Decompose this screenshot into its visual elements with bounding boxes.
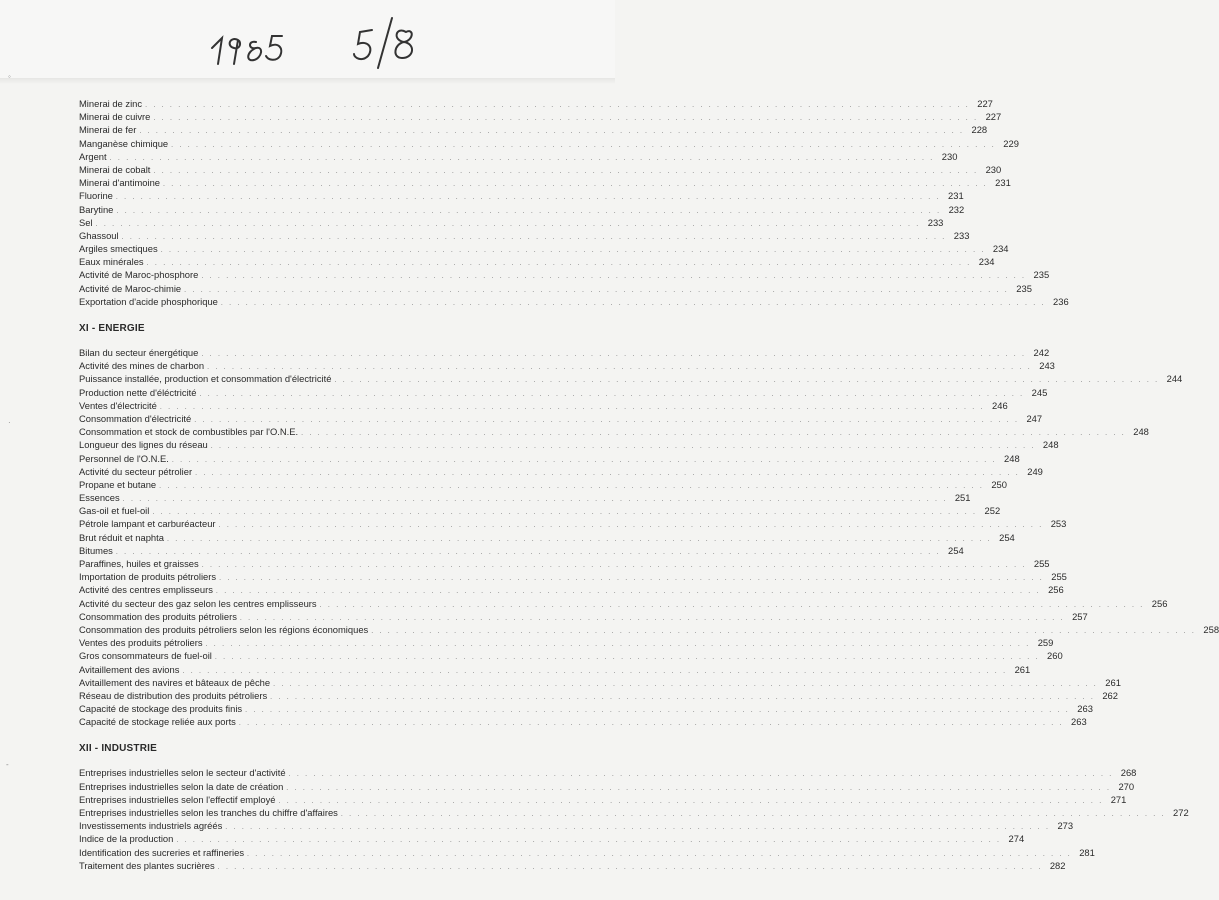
dot-leader: . . . . . . . . . . . . . . . . . . . . . . . . . . . . . . . . . . . . . . . . . . . . . . . . . . . . . . . . . . . . . . . . . . . . . . . . . . . . . . . . . . . . . . . . . . . . . . . . . . . . xyxy=(121,233,947,241)
toc-entry-page-number: 256 xyxy=(1151,597,1168,609)
toc-entry xyxy=(79,793,1127,806)
dot-leader: . . . . . . . . . . . . . . . . . . . . . . . . . . . . . . . . . . . . . . . . . . . . . . . . . . . . . . . . . . . . . . . . . . . . . . . . . . . . . . . . . . . . . . . . . . . . . . . . . . . . xyxy=(195,469,1020,477)
dot-leader: . . . . . . . . . . . . . . . . . . . . . . . . . . . . . . . . . . . . . . . . . . . . . . . . . . . . . . . . . . . . . . . . . . . . . . . . . . . . . . . . . . . . . . . . . . . . . . . . . . . . xyxy=(238,720,1064,728)
dot-leader: . . . . . . . . . . . . . . . . . . . . . . . . . . . . . . . . . . . . . . . . . . . . . . . . . . . . . . . . . . . . . . . . . . . . . . . . . . . . . . . . . . . . . . . . . . . . . . . . . . . . xyxy=(159,482,984,490)
toc-entry xyxy=(79,806,1189,819)
toc-entry-title: Activité de Maroc-chimie xyxy=(79,282,182,294)
dot-leader: . . . . . . . . . . . . . . . . . . . . . . . . . . . . . . . . . . . . . . . . . . . . . . . . . . . . . . . . . . . . . . . . . . . . . . . . . . . . . . . . . . . . . . . . . . . . . . . . . . . . xyxy=(109,154,935,162)
toc-entry xyxy=(79,780,1135,793)
toc-entry-title: Sel xyxy=(79,216,93,228)
toc-entry-title: Production nette d'éléctricité xyxy=(79,386,197,398)
toc-entry-page-number: 254 xyxy=(999,531,1015,543)
toc-entry xyxy=(79,295,1069,308)
dot-leader: . . . . . . . . . . . . . . . . . . . . . . . . . . . . . . . . . . . . . . . . . . . . . . . . . . . . . . . . . . . . . . . . . . . . . . . . . . . . . . . . . . . . . . . . . . . . . . . . . . . . xyxy=(115,194,941,202)
toc-entry-title: Brut réduit et naphta xyxy=(79,531,164,543)
toc-entry xyxy=(79,425,1149,438)
toc-entry-title: Activité du secteur pétrolier xyxy=(79,465,193,477)
toc-entry-page-number: 229 xyxy=(1003,137,1019,149)
toc-entry xyxy=(79,702,1093,715)
dot-leader: . . . . . . . . . . . . . . . . . . . . . . . . . . . . . . . . . . . . . . . . . . . . . . . . . . . . . . . . . . . . . . . . . . . . . . . . . . . . . . . . . . . . . . . . . . . . . . . . . . . . xyxy=(145,102,970,109)
toc-entry-page-number: 227 xyxy=(985,111,1002,123)
toc-entry-page-number: 270 xyxy=(1118,780,1135,792)
toc-entry xyxy=(79,97,993,110)
toc-entry-page-number: 271 xyxy=(1110,793,1127,805)
toc-entry xyxy=(79,478,1007,491)
toc-entry-page-number: 227 xyxy=(977,98,993,109)
toc-entry-title: Activité du secteur des gaz selon les centres emplisseurs xyxy=(79,597,317,609)
dot-leader: . . . . . . . . . . . . . . . . . . . . . . . . . . . . . . . . . . . . . . . . . . . . . . . . . . . . . . . . . . . . . . . . . . . . . . . . . . . . . . . . . . . . . . . . . . . . . . . . . . . . xyxy=(214,654,1040,662)
toc-entry-page-number: 262 xyxy=(1102,689,1118,701)
dot-leader: . . . . . . . . . . . . . . . . . . . . . . . . . . . . . . . . . . . . . . . . . . . . . . . . . . . . . . . . . . . . . . . . . . . . . . . . . . . . . . . . . . . . . . . . . . . . . . . . . . . . xyxy=(115,548,941,556)
toc-entry-page-number: 243 xyxy=(1039,360,1055,372)
toc-entry xyxy=(79,504,1001,517)
dot-leader: . . . . . . . . . . . . . . . . . . . . . . . . . . . . . . . . . . . . . . . . . . . . . . . . . . . . . . . . . . . . . . . . . . . . . . . . . . . . . . . . . . . . . . . . . . . . . . . . . . . . xyxy=(215,588,1041,596)
toc-entry-title: Activité des mines de charbon xyxy=(79,360,205,372)
toc-entry-page-number: 233 xyxy=(953,229,970,241)
toc-entry-page-number: 282 xyxy=(1049,859,1066,871)
section-heading: XII - INDUSTRIE xyxy=(79,743,158,755)
margin-mark: ◦ xyxy=(8,72,11,81)
toc-entry-title: Gros consommateurs de fuel-oil xyxy=(79,650,212,662)
dot-leader: . . . . . . . . . . . . . . . . . . . . . . . . . . . . . . . . . . . . . . . . . . . . . . . . . . . . . . . . . . . . . . . . . . . . . . . . . . . . . . . . . . . . . . . . . . . . . . . . . . . . xyxy=(371,627,1197,635)
toc-entry-title: Activité des centres emplisseurs xyxy=(79,584,213,596)
toc-entry-page-number: 261 xyxy=(1105,676,1121,688)
toc-entry xyxy=(79,517,1067,530)
dot-leader: . . . . . . . . . . . . . . . . . . . . . . . . . . . . . . . . . . . . . . . . . . . . . . . . . . . . . . . . . . . . . . . . . . . . . . . . . . . . . . . . . . . . . . . . . . . . . . . . . . . . xyxy=(166,535,992,543)
table-of-contents xyxy=(79,97,1219,872)
toc-entry-page-number: 245 xyxy=(1031,386,1048,398)
toc-entry-page-number: 231 xyxy=(948,190,964,202)
dot-leader: . . . . . . . . . . . . . . . . . . . . . . . . . . . . . . . . . . . . . . . . . . . . . . . . . . . . . . . . . . . . . . . . . . . . . . . . . . . . . . . . . . . . . . . . . . . . . . . . . . . . xyxy=(163,181,988,189)
toc-entry-title: Consommation des produits pétroliers selon les régions économiques xyxy=(79,623,369,635)
toc-entry xyxy=(79,819,1074,832)
page-fold xyxy=(0,78,615,84)
toc-entry xyxy=(79,465,1043,478)
toc-entry xyxy=(79,491,971,504)
toc-entry-title: Identification des sucreries et raffineries xyxy=(79,846,245,858)
dot-leader: . . . . . . . . . . . . . . . . . . . . . . . . . . . . . . . . . . . . . . . . . . . . . . . . . . . . . . . . . . . . . . . . . . . . . . . . . . . . . . . . . . . . . . . . . . . . . . . . . . . . xyxy=(273,680,1098,688)
dot-leader: . . . . . . . . . . . . . . . . . . . . . . . . . . . . . . . . . . . . . . . . . . . . . . . . . . . . . . . . . . . . . . . . . . . . . . . . . . . . . . . . . . . . . . . . . . . . . . . . . . . . xyxy=(217,863,1043,871)
toc-entry xyxy=(79,544,964,557)
toc-entry-title: Consommation d'électricité xyxy=(79,412,192,424)
toc-entry-page-number: 256 xyxy=(1048,584,1064,596)
toc-entry-page-number: 252 xyxy=(984,505,1001,517)
toc-entry-page-number: 260 xyxy=(1047,650,1063,662)
dot-leader: . . . . . . . . . . . . . . . . . . . . . . . . . . . . . . . . . . . . . . . . . . . . . . . . . . . . . . . . . . . . . . . . . . . . . . . . . . . . . . . . . . . . . . . . . . . . . . . . . . . . xyxy=(201,562,1027,569)
toc-entry xyxy=(79,676,1121,689)
dot-leader: . . . . . . . . . . . . . . . . . . . . . . . . . . . . . . . . . . . . . . . . . . . . . . . . . . . . . . . . . . . . . . . . . . . . . . . . . . . . . . . . . . . . . . . . . . . . . . . . . . . . xyxy=(153,167,979,175)
toc-entry xyxy=(79,282,1032,295)
margin-mark: - xyxy=(6,760,9,769)
toc-entry-title: Avitaillement des avions xyxy=(79,663,180,675)
toc-entry xyxy=(79,229,970,242)
toc-entry-title: Traitement des plantes sucrières xyxy=(79,859,215,871)
dot-leader: . . . . . . . . . . . . . . . . . . . . . . . . . . . . . . . . . . . . . . . . . . . . . . . . . . . . . . . . . . . . . . . . . . . . . . . . . . . . . . . . . . . . . . . . . . . . . . . . . . . . xyxy=(301,430,1126,438)
dot-leader: . . . . . . . . . . . . . . . . . . . . . . . . . . . . . . . . . . . . . . . . . . . . . . . . . . . . . . . . . . . . . . . . . . . . . . . . . . . . . . . . . . . . . . . . . . . . . . . . . . . . xyxy=(159,403,985,411)
dot-leader: . . . . . . . . . . . . . . . . . . . . . . . . . . . . . . . . . . . . . . . . . . . . . . . . . . . . . . . . . . . . . . . . . . . . . . . . . . . . . . . . . . . . . . . . . . . . . . . . . . . . xyxy=(205,641,1031,649)
toc-entry xyxy=(79,359,1055,372)
toc-entry xyxy=(79,663,1031,676)
toc-entry-page-number: 248 xyxy=(1042,439,1059,451)
toc-entry-page-number: 231 xyxy=(995,177,1011,189)
toc-entry-page-number: 232 xyxy=(948,203,965,215)
toc-entry xyxy=(79,557,1050,570)
toc-entry xyxy=(79,859,1066,872)
toc-entry xyxy=(79,255,995,268)
toc-entry xyxy=(79,597,1168,610)
toc-entry-title: Minerai de fer xyxy=(79,124,137,136)
toc-entry-title: Importation de produits pétroliers xyxy=(79,571,217,583)
toc-entry-title: Argiles smectiques xyxy=(79,243,158,255)
toc-entry-page-number: 263 xyxy=(1077,703,1093,715)
toc-entry-page-number: 261 xyxy=(1014,663,1031,675)
toc-entry-title: Bitumes xyxy=(79,544,113,556)
dot-leader: . . . . . . . . . . . . . . . . . . . . . . . . . . . . . . . . . . . . . . . . . . . . . . . . . . . . . . . . . . . . . . . . . . . . . . . . . . . . . . . . . . . . . . . . . . . . . . . . . . . . xyxy=(194,416,1020,424)
toc-entry xyxy=(79,372,1183,385)
toc-entry xyxy=(79,412,1043,425)
dot-leader: . . . . . . . . . . . . . . . . . . . . . . . . . . . . . . . . . . . . . . . . . . . . . . . . . . . . . . . . . . . . . . . . . . . . . . . . . . . . . . . . . . . . . . . . . . . . . . . . . . . . xyxy=(199,390,1025,398)
toc-entry xyxy=(79,163,1002,176)
toc-entry-title: Pétrole lampant et carburéacteur xyxy=(79,518,216,530)
toc-entry-title: Avitaillement des navires et bâteaux de pêche xyxy=(79,676,271,688)
toc-entry-page-number: 255 xyxy=(1051,571,1067,583)
toc-entry-title: Réseau de distribution des produits pétroliers xyxy=(79,689,268,701)
dot-leader: . . . . . . . . . . . . . . . . . . . . . . . . . . . . . . . . . . . . . . . . . . . . . . . . . . . . . . . . . . . . . . . . . . . . . . . . . . . . . . . . . . . . . . . . . . . . . . . . . . . . xyxy=(340,811,1166,818)
dot-leader: . . . . . . . . . . . . . . . . . . . . . . . . . . . . . . . . . . . . . . . . . . . . . . . . . . . . . . . . . . . . . . . . . . . . . . . . . . . . . . . . . . . . . . . . . . . . . . . . . . . . xyxy=(286,784,1112,792)
dot-leader: . . . . . . . . . . . . . . . . . . . . . . . . . . . . . . . . . . . . . . . . . . . . . . . . . . . . . . . . . . . . . . . . . . . . . . . . . . . . . . . . . . . . . . . . . . . . . . . . . . . . xyxy=(220,299,1046,307)
toc-entry-page-number: 230 xyxy=(985,163,1002,175)
toc-entry-title: Entreprises industrielles selon le secteur d'activité xyxy=(79,767,286,779)
toc-entry-title: Exportation d'acide phosphorique xyxy=(79,295,218,307)
toc-entry-page-number: 272 xyxy=(1173,807,1189,818)
toc-entry-title: Ventes d'électricité xyxy=(79,399,157,411)
dot-leader: . . . . . . . . . . . . . . . . . . . . . . . . . . . . . . . . . . . . . . . . . . . . . . . . . . . . . . . . . . . . . . . . . . . . . . . . . . . . . . . . . . . . . . . . . . . . . . . . . . . . xyxy=(319,601,1145,609)
toc-entry-title: Activité de Maroc-phosphore xyxy=(79,269,199,281)
toc-entry-title: Minerai de cuivre xyxy=(79,111,151,123)
toc-entry-title: Ventes des produits pétroliers xyxy=(79,637,203,649)
dot-leader: . . . . . . . . . . . . . . . . . . . . . . . . . . . . . . . . . . . . . . . . . . . . . . . . . . . . . . . . . . . . . . . . . . . . . . . . . . . . . . . . . . . . . . . . . . . . . . . . . . . . xyxy=(278,797,1104,805)
toc-entry-title: Fluorine xyxy=(79,190,113,202)
toc-entry-page-number: 249 xyxy=(1027,465,1043,477)
dot-leader: . . . . . . . . . . . . . . . . . . . . . . . . . . . . . . . . . . . . . . . . . . . . . . . . . . . . . . . . . . . . . . . . . . . . . . . . . . . . . . . . . . . . . . . . . . . . . . . . . . . . xyxy=(288,771,1114,779)
dot-leader: . . . . . . . . . . . . . . . . . . . . . . . . . . . . . . . . . . . . . . . . . . . . . . . . . . . . . . . . . . . . . . . . . . . . . . . . . . . . . . . . . . . . . . . . . . . . . . . . . . . . xyxy=(210,443,1036,451)
toc-entry xyxy=(79,846,1095,859)
dot-leader: . . . . . . . . . . . . . . . . . . . . . . . . . . . . . . . . . . . . . . . . . . . . . . . . . . . . . . . . . . . . . . . . . . . . . . . . . . . . . . . . . . . . . . . . . . . . . . . . . . . . xyxy=(139,128,965,136)
dot-leader: . . . . . . . . . . . . . . . . . . . . . . . . . . . . . . . . . . . . . . . . . . . . . . . . . . . . . . . . . . . . . . . . . . . . . . . . . . . . . . . . . . . . . . . . . . . . . . . . . . . . xyxy=(95,220,921,228)
handwritten-annotation xyxy=(208,12,448,72)
section-heading: XI - ENERGIE xyxy=(79,323,145,334)
toc-entry xyxy=(79,583,1064,596)
dot-leader: . . . . . . . . . . . . . . . . . . . . . . . . . . . . . . . . . . . . . . . . . . . . . . . . . . . . . . . . . . . . . . . . . . . . . . . . . . . . . . . . . . . . . . . . . . . . . . . . . . . . xyxy=(334,377,1160,385)
toc-entry-page-number: 235 xyxy=(1016,282,1032,294)
toc-entry xyxy=(79,137,1019,150)
dot-leader: . . . . . . . . . . . . . . . . . . . . . . . . . . . . . . . . . . . . . . . . . . . . . . . . . . . . . . . . . . . . . . . . . . . . . . . . . . . . . . . . . . . . . . . . . . . . . . . . . . . . xyxy=(207,364,1032,372)
toc-entry-title: Entreprises industrielles selon l'effectif employé xyxy=(79,793,276,805)
toc-entry xyxy=(79,715,1087,728)
toc-entry-page-number: 255 xyxy=(1033,558,1050,569)
dot-leader: . . . . . . . . . . . . . . . . . . . . . . . . . . . . . . . . . . . . . . . . . . . . . . . . . . . . . . . . . . . . . . . . . . . . . . . . . . . . . . . . . . . . . . . . . . . . . . . . . . . . xyxy=(122,496,948,504)
toc-entry xyxy=(79,242,1009,255)
toc-entry xyxy=(79,623,1219,636)
toc-entry-title: Gas-oil et fuel-oil xyxy=(79,505,150,517)
toc-entry-page-number: 248 xyxy=(1004,452,1020,464)
toc-entry-page-number: 244 xyxy=(1166,373,1183,385)
toc-entry-page-number: 263 xyxy=(1071,716,1087,728)
toc-entry-title: Entreprises industrielles selon les tranches du chiffre d'affaires xyxy=(79,807,338,818)
dot-leader: . . . . . . . . . . . . . . . . . . . . . . . . . . . . . . . . . . . . . . . . . . . . . . . . . . . . . . . . . . . . . . . . . . . . . . . . . . . . . . . . . . . . . . . . . . . . . . . . . . . . xyxy=(160,247,986,255)
dot-leader: . . . . . . . . . . . . . . . . . . . . . . . . . . . . . . . . . . . . . . . . . . . . . . . . . . . . . . . . . . . . . . . . . . . . . . . . . . . . . . . . . . . . . . . . . . . . . . . . . . . . xyxy=(171,141,996,149)
toc-entry-title: Personnel de l'O.N.E. xyxy=(79,452,169,464)
page-header-strip xyxy=(0,0,615,78)
dot-leader: . . . . . . . . . . . . . . . . . . . . . . . . . . . . . . . . . . . . . . . . . . . . . . . . . . . . . . . . . . . . . . . . . . . . . . . . . . . . . . . . . . . . . . . . . . . . . . . . . . . . xyxy=(245,707,1070,715)
toc-entry xyxy=(79,150,958,163)
toc-entry-page-number: 233 xyxy=(927,216,944,228)
dot-leader: . . . . . . . . . . . . . . . . . . . . . . . . . . . . . . . . . . . . . . . . . . . . . . . . . . . . . . . . . . . . . . . . . . . . . . . . . . . . . . . . . . . . . . . . . . . . . . . . . . . . xyxy=(201,351,1027,358)
dot-leader: . . . . . . . . . . . . . . . . . . . . . . . . . . . . . . . . . . . . . . . . . . . . . . . . . . . . . . . . . . . . . . . . . . . . . . . . . . . . . . . . . . . . . . . . . . . . . . . . . . . . xyxy=(219,575,1044,583)
toc-entry-title: Capacité de stockage reliée aux ports xyxy=(79,716,236,728)
toc-entry xyxy=(79,531,1015,544)
dot-leader: . . . . . . . . . . . . . . . . . . . . . . . . . . . . . . . . . . . . . . . . . . . . . . . . . . . . . . . . . . . . . . . . . . . . . . . . . . . . . . . . . . . . . . . . . . . . . . . . . . . . xyxy=(225,824,1051,832)
dot-leader: . . . . . . . . . . . . . . . . . . . . . . . . . . . . . . . . . . . . . . . . . . . . . . . . . . . . . . . . . . . . . . . . . . . . . . . . . . . . . . . . . . . . . . . . . . . . . . . . . . . . xyxy=(116,207,942,215)
toc-entry-title: Puissance installée, production et consommation d'électricité xyxy=(79,373,332,385)
toc-entry-page-number: 274 xyxy=(1008,833,1025,845)
dot-leader: . . . . . . . . . . . . . . . . . . . . . . . . . . . . . . . . . . . . . . . . . . . . . . . . . . . . . . . . . . . . . . . . . . . . . . . . . . . . . . . . . . . . . . . . . . . . . . . . . . . . xyxy=(184,286,1009,294)
toc-entry xyxy=(79,110,1002,123)
dot-leader: . . . . . . . . . . . . . . . . . . . . . . . . . . . . . . . . . . . . . . . . . . . . . . . . . . . . . . . . . . . . . . . . . . . . . . . . . . . . . . . . . . . . . . . . . . . . . . . . . . . . xyxy=(201,273,1027,281)
toc-entry xyxy=(79,689,1118,702)
toc-entry-title: Entreprises industrielles selon la date de création xyxy=(79,780,284,792)
toc-entry-title: Minerai d'antimoine xyxy=(79,177,160,189)
toc-entry xyxy=(79,346,1050,359)
dot-leader: . . . . . . . . . . . . . . . . . . . . . . . . . . . . . . . . . . . . . . . . . . . . . . . . . . . . . . . . . . . . . . . . . . . . . . . . . . . . . . . . . . . . . . . . . . . . . . . . . . . . xyxy=(171,456,997,464)
dot-leader: . . . . . . . . . . . . . . . . . . . . . . . . . . . . . . . . . . . . . . . . . . . . . . . . . . . . . . . . . . . . . . . . . . . . . . . . . . . . . . . . . . . . . . . . . . . . . . . . . . . . xyxy=(182,667,1008,675)
toc-entry-page-number: 246 xyxy=(992,399,1008,411)
toc-entry-title: Eaux minérales xyxy=(79,256,144,268)
toc-entry-page-number: 253 xyxy=(1050,518,1067,530)
toc-entry xyxy=(79,438,1059,451)
toc-entry-page-number: 273 xyxy=(1057,820,1074,832)
toc-entry-page-number: 281 xyxy=(1079,846,1095,858)
toc-entry-title: Consommation des produits pétroliers xyxy=(79,610,237,622)
dot-leader: . . . . . . . . . . . . . . . . . . . . . . . . . . . . . . . . . . . . . . . . . . . . . . . . . . . . . . . . . . . . . . . . . . . . . . . . . . . . . . . . . . . . . . . . . . . . . . . . . . . . xyxy=(270,693,1095,701)
dot-leader: . . . . . . . . . . . . . . . . . . . . . . . . . . . . . . . . . . . . . . . . . . . . . . . . . . . . . . . . . . . . . . . . . . . . . . . . . . . . . . . . . . . . . . . . . . . . . . . . . . . . xyxy=(176,837,1002,845)
toc-entry-title: Minerai de cobalt xyxy=(79,163,151,175)
toc-entry xyxy=(79,203,965,216)
toc-entry-title: Minerai de zinc xyxy=(79,98,143,109)
toc-entry-page-number: 236 xyxy=(1053,295,1069,307)
toc-entry xyxy=(79,610,1088,623)
toc-entry-page-number: 234 xyxy=(978,256,995,268)
dot-leader: . . . . . . . . . . . . . . . . . . . . . . . . . . . . . . . . . . . . . . . . . . . . . . . . . . . . . . . . . . . . . . . . . . . . . . . . . . . . . . . . . . . . . . . . . . . . . . . . . . . . xyxy=(146,260,972,268)
toc-entry-page-number: 230 xyxy=(941,150,958,162)
dot-leader: . . . . . . . . . . . . . . . . . . . . . . . . . . . . . . . . . . . . . . . . . . . . . . . . . . . . . . . . . . . . . . . . . . . . . . . . . . . . . . . . . . . . . . . . . . . . . . . . . . . . xyxy=(153,115,979,123)
toc-entry xyxy=(79,452,1020,465)
toc-entry xyxy=(79,176,1011,189)
toc-entry-page-number: 254 xyxy=(948,544,964,556)
toc-entry-page-number: 234 xyxy=(992,243,1009,255)
toc-entry xyxy=(79,832,1025,845)
toc-entry xyxy=(79,399,1008,412)
toc-entry xyxy=(79,189,964,202)
toc-entry-title: Longueur des lignes du réseau xyxy=(79,439,208,451)
toc-entry-page-number: 257 xyxy=(1072,610,1088,622)
toc-entry xyxy=(79,636,1054,649)
toc-entry-title: Consommation et stock de combustibles par l'O.N.E. xyxy=(79,426,299,438)
toc-entry-page-number: 248 xyxy=(1133,426,1149,438)
toc-entry-title: Argent xyxy=(79,150,107,162)
toc-entry-page-number: 250 xyxy=(991,478,1007,490)
toc-entry-title: Capacité de stockage des produits finis xyxy=(79,703,243,715)
toc-entry-page-number: 247 xyxy=(1026,412,1043,424)
toc-entry xyxy=(79,216,944,229)
toc-entry xyxy=(79,268,1050,281)
toc-entry-title: Investissements industriels agréés xyxy=(79,820,223,832)
toc-entry-title: Ghassoul xyxy=(79,229,119,241)
toc-entry-page-number: 268 xyxy=(1120,767,1137,779)
toc-entry xyxy=(79,649,1063,662)
toc-entry-page-number: 228 xyxy=(971,124,988,136)
toc-entry xyxy=(79,570,1067,583)
toc-entry-title: Manganèse chimique xyxy=(79,137,169,149)
dot-leader: . . . . . . . . . . . . . . . . . . . . . . . . . . . . . . . . . . . . . . . . . . . . . . . . . . . . . . . . . . . . . . . . . . . . . . . . . . . . . . . . . . . . . . . . . . . . . . . . . . . . xyxy=(152,509,978,517)
toc-entry xyxy=(79,766,1137,779)
dot-leader: . . . . . . . . . . . . . . . . . . . . . . . . . . . . . . . . . . . . . . . . . . . . . . . . . . . . . . . . . . . . . . . . . . . . . . . . . . . . . . . . . . . . . . . . . . . . . . . . . . . . xyxy=(239,614,1065,622)
toc-entry-page-number: 251 xyxy=(954,492,971,504)
toc-entry-title: Propane et butane xyxy=(79,478,157,490)
toc-entry-page-number: 259 xyxy=(1037,637,1054,649)
toc-entry-page-number: 242 xyxy=(1033,347,1050,358)
toc-entry-title: Barytine xyxy=(79,203,114,215)
toc-entry-title: Bilan du secteur énergétique xyxy=(79,347,199,358)
toc-entry-page-number: 235 xyxy=(1033,269,1050,281)
toc-entry xyxy=(79,123,988,136)
margin-mark: · xyxy=(8,418,11,427)
toc-entry-title: Essences xyxy=(79,492,120,504)
toc-entry-page-number: 258 xyxy=(1203,623,1219,635)
toc-entry-title: Paraffines, huiles et graisses xyxy=(79,558,199,569)
dot-leader: . . . . . . . . . . . . . . . . . . . . . . . . . . . . . . . . . . . . . . . . . . . . . . . . . . . . . . . . . . . . . . . . . . . . . . . . . . . . . . . . . . . . . . . . . . . . . . . . . . . . xyxy=(247,850,1072,858)
toc-entry-title: Indice de la production xyxy=(79,833,174,845)
dot-leader: . . . . . . . . . . . . . . . . . . . . . . . . . . . . . . . . . . . . . . . . . . . . . . . . . . . . . . . . . . . . . . . . . . . . . . . . . . . . . . . . . . . . . . . . . . . . . . . . . . . . xyxy=(218,522,1044,530)
toc-entry xyxy=(79,386,1048,399)
